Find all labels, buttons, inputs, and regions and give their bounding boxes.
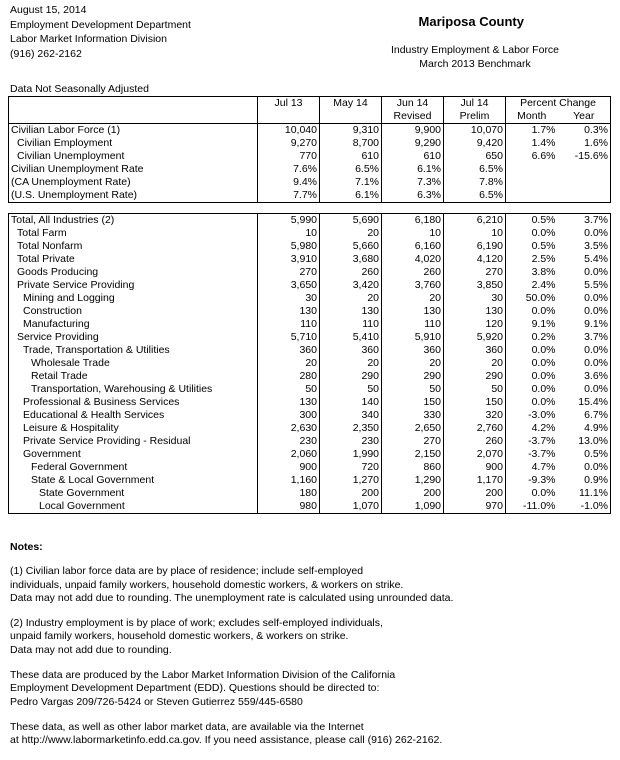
cell-jun14: 5,910	[382, 331, 444, 344]
cell-jun14: 6.1%	[382, 163, 444, 176]
section-gap	[9, 203, 611, 214]
industry-row	[9, 266, 611, 279]
cell-jul13: 9.4%	[258, 176, 320, 189]
col-month: Month	[517, 110, 547, 122]
cell-jun14: 1,090	[382, 500, 444, 514]
cell-jun14: 200	[382, 487, 444, 500]
cell-jul13: 300	[258, 409, 320, 422]
industry-row	[9, 474, 611, 487]
cell-month: -3.7%	[528, 448, 556, 460]
cell-month: 0.0%	[531, 344, 556, 356]
cell-year: 11.1%	[558, 487, 611, 500]
cell-jun14: 610	[382, 150, 444, 163]
row-label: (U.S. Unemployment Rate)	[9, 189, 258, 203]
cell-month: -11.0%	[506, 500, 558, 514]
cell-year	[558, 189, 611, 203]
row-label: Federal Government	[9, 461, 258, 474]
industry-row	[9, 227, 611, 240]
cell-jun14: 330	[382, 409, 444, 422]
col-jul13: Jul 13	[258, 97, 320, 111]
cell-month: -3.0%	[528, 409, 556, 421]
cell-jul13: 230	[258, 435, 320, 448]
col-percent-change: Percent Change	[506, 97, 611, 111]
cell-year: 15.4%	[558, 396, 611, 409]
industry-row	[9, 292, 611, 305]
cell-may14: 1,990	[320, 448, 382, 461]
cell-jul14: 5,920	[444, 331, 506, 344]
cell-jul13: 5,710	[258, 331, 320, 344]
labor-force-row	[9, 150, 611, 163]
industry-row	[9, 409, 611, 422]
cell-jun14: 860	[382, 461, 444, 474]
row-label: Private Service Providing - Residual	[9, 435, 258, 448]
cell-year: 5.4%	[558, 253, 611, 266]
cell-may14: 2,350	[320, 422, 382, 435]
cell-may14: 200	[320, 487, 382, 500]
cell-jul14: 900	[444, 461, 506, 474]
cell-may14: 5,690	[320, 214, 382, 228]
cell-jul13: 7.6%	[258, 163, 320, 176]
cell-month: 0.0%	[531, 396, 556, 408]
row-label: Total Private	[9, 253, 258, 266]
cell-may14: 110	[320, 318, 382, 331]
cell-jul14: 10	[444, 227, 506, 240]
labor-force-row	[9, 189, 611, 203]
cell-jun14: 9,900	[382, 124, 444, 138]
row-label: (CA Unemployment Rate)	[9, 176, 258, 189]
notes	[10, 541, 610, 760]
cell-jun14: 6,180	[382, 214, 444, 228]
cell-month: 4.2%	[531, 422, 556, 434]
cell-jul14: 7.8%	[444, 176, 506, 189]
cell-month: 0.5%	[506, 214, 558, 228]
cell-jul14: 6.5%	[444, 189, 506, 203]
cell-month: 0.0%	[531, 487, 556, 499]
cell-month	[506, 163, 558, 176]
cell-month: 0.0%	[531, 227, 556, 239]
cell-jul14: 270	[444, 266, 506, 279]
cell-year: 3.6%	[558, 370, 611, 383]
cell-year: 6.7%	[558, 409, 611, 422]
cell-jul14: 130	[444, 305, 506, 318]
cell-jun14: 50	[382, 383, 444, 396]
cell-year: 1.6%	[558, 137, 611, 150]
industry-row	[9, 240, 611, 253]
cell-jul13: 7.7%	[258, 189, 320, 203]
row-label: Total Farm	[9, 227, 258, 240]
cell-may14: 1,070	[320, 500, 382, 514]
cell-month: 2.5%	[531, 253, 556, 265]
cell-jul14: 3,850	[444, 279, 506, 292]
industry-row	[9, 214, 611, 228]
cell-jul13: 3,910	[258, 253, 320, 266]
cell-may14: 610	[320, 150, 382, 163]
cell-jul14: 10,070	[444, 124, 506, 138]
cell-jul14: 120	[444, 318, 506, 331]
cell-month: 0.0%	[531, 305, 556, 317]
cell-jul14: 20	[444, 357, 506, 370]
cell-month: 0.0%	[531, 357, 556, 369]
cell-year: 0.9%	[558, 474, 611, 487]
col-jun14: Jun 14	[382, 97, 444, 111]
header-row-2	[9, 110, 611, 124]
note-3: These data are produced by the Labor Market Information Division of the California Employment Development Department (EDD). Questions should be directed to: Pedro Vargas 209/726-5424 or Steven Gutierrez 559/445-6580	[10, 669, 396, 708]
cell-may14: 360	[320, 344, 382, 357]
cell-jun14: 10	[382, 227, 444, 240]
cell-jul13: 9,270	[258, 137, 320, 150]
seasonal-note: Data Not Seasonally Adjusted	[10, 83, 149, 95]
cell-jul13: 180	[258, 487, 320, 500]
cell-may14: 720	[320, 461, 382, 474]
cell-jul14: 360	[444, 344, 506, 357]
row-label: Construction	[9, 305, 258, 318]
industry-row	[9, 318, 611, 331]
cell-year: -1.0%	[558, 500, 611, 514]
col-jul14-sub: Prelim	[444, 110, 506, 124]
row-label: Manufacturing	[9, 318, 258, 331]
cell-month: 2.4%	[531, 279, 556, 291]
county-title: Mariposa County	[418, 14, 524, 29]
row-label: State & Local Government	[9, 474, 258, 487]
cell-jul13: 1,160	[258, 474, 320, 487]
cell-jun14: 20	[382, 292, 444, 305]
cell-jun14: 1,290	[382, 474, 444, 487]
labor-force-row	[9, 137, 611, 150]
industry-row	[9, 487, 611, 500]
cell-year: 0.3%	[558, 124, 611, 138]
cell-jul13: 980	[258, 500, 320, 514]
cell-jun14: 6.3%	[382, 189, 444, 203]
cell-month: 0.0%	[531, 383, 556, 395]
cell-jun14: 150	[382, 396, 444, 409]
cell-jul14: 970	[444, 500, 506, 514]
cell-jun14: 270	[382, 435, 444, 448]
cell-may14: 5,660	[320, 240, 382, 253]
row-label: Wholesale Trade	[9, 357, 258, 370]
cell-jun14: 130	[382, 305, 444, 318]
phone: (916) 262-2162	[10, 47, 82, 60]
cell-jul14: 150	[444, 396, 506, 409]
labor-force-row	[9, 124, 611, 138]
cell-year: 0.0%	[558, 357, 611, 370]
cell-jun14: 7.3%	[382, 176, 444, 189]
cell-month: 6.6%	[531, 150, 556, 162]
industry-row	[9, 279, 611, 292]
row-label: Total Nonfarm	[9, 240, 258, 253]
cell-month: 0.5%	[531, 240, 556, 252]
cell-month	[506, 189, 558, 203]
row-label: Civilian Labor Force (1)	[9, 124, 258, 138]
cell-month: 50.0%	[525, 292, 556, 304]
cell-year: 3.5%	[558, 240, 611, 253]
cell-jul13: 10	[258, 227, 320, 240]
labor-force-row	[9, 163, 611, 176]
cell-month: 0.0%	[531, 370, 556, 382]
cell-jul13: 20	[258, 357, 320, 370]
industry-row	[9, 370, 611, 383]
cell-jul14: 650	[444, 150, 506, 163]
cell-month: 0.2%	[531, 331, 556, 343]
cell-may14: 3,420	[320, 279, 382, 292]
cell-jul13: 270	[258, 266, 320, 279]
cell-month: -9.3%	[528, 474, 556, 486]
row-label: Professional & Business Services	[9, 396, 258, 409]
cell-may14: 340	[320, 409, 382, 422]
cell-year: 0.0%	[558, 383, 611, 396]
cell-jul13: 2,060	[258, 448, 320, 461]
row-label: Government	[9, 448, 258, 461]
row-label: Civilian Unemployment	[9, 150, 258, 163]
cell-jun14: 290	[382, 370, 444, 383]
cell-jul14: 6,190	[444, 240, 506, 253]
cell-jul14: 260	[444, 435, 506, 448]
cell-jun14: 360	[382, 344, 444, 357]
row-label: Mining and Logging	[9, 292, 258, 305]
row-label: Civilian Unemployment Rate	[9, 163, 258, 176]
industry-row	[9, 500, 611, 514]
note-4: These data, as well as other labor market data, are available via the Internet at http://www.labormarketinfo.edd.ca.gov. If you need assistance, please call (916) 262-2162.	[10, 720, 443, 747]
industry-row	[9, 383, 611, 396]
cell-jul13: 2,630	[258, 422, 320, 435]
labor-force-row	[9, 176, 611, 189]
industry-row	[9, 305, 611, 318]
cell-jul13: 360	[258, 344, 320, 357]
cell-may14: 20	[320, 227, 382, 240]
cell-may14: 7.1%	[320, 176, 382, 189]
industry-row	[9, 344, 611, 357]
row-label: State Government	[9, 487, 258, 500]
row-label: Private Service Providing	[9, 279, 258, 292]
cell-year: 4.9%	[558, 422, 611, 435]
industry-row	[9, 357, 611, 370]
division: Labor Market Information Division	[10, 33, 167, 45]
cell-may14: 20	[320, 357, 382, 370]
cell-jun14: 4,020	[382, 253, 444, 266]
cell-jul13: 5,980	[258, 240, 320, 253]
row-label: Civilian Employment	[9, 137, 258, 150]
notes-title: Notes:	[10, 541, 43, 553]
cell-jul14: 1,170	[444, 474, 506, 487]
industry-row	[9, 253, 611, 266]
cell-year	[558, 163, 611, 176]
cell-jul13: 30	[258, 292, 320, 305]
cell-may14: 140	[320, 396, 382, 409]
subtitle-benchmark: March 2013 Benchmark	[419, 58, 531, 70]
cell-jul13: 10,040	[258, 124, 320, 138]
col-year: Year	[558, 110, 611, 124]
row-label: Trade, Transportation & Utilities	[9, 344, 258, 357]
cell-year: 3.7%	[558, 214, 611, 228]
cell-year: 0.0%	[558, 292, 611, 305]
cell-jul14: 2,760	[444, 422, 506, 435]
department: Employment Development Department	[10, 18, 191, 31]
cell-jul14: 2,070	[444, 448, 506, 461]
row-label: Leisure & Hospitality	[9, 422, 258, 435]
col-jun14-sub: Revised	[382, 110, 444, 124]
col-jul14: Jul 14	[444, 97, 506, 111]
cell-may14: 9,310	[320, 124, 382, 138]
cell-year: 0.0%	[558, 305, 611, 318]
cell-jul14: 320	[444, 409, 506, 422]
cell-jul13: 770	[258, 150, 320, 163]
row-label: Goods Producing	[9, 266, 258, 279]
cell-year: 5.5%	[558, 279, 611, 292]
header-left	[10, 3, 191, 61]
industry-row	[9, 422, 611, 435]
cell-year: 3.7%	[558, 331, 611, 344]
row-label: Local Government	[9, 500, 258, 514]
cell-month	[506, 176, 558, 189]
row-label: Total, All Industries (2)	[9, 214, 258, 228]
cell-may14: 6.1%	[320, 189, 382, 203]
cell-may14: 260	[320, 266, 382, 279]
subtitle-industry: Industry Employment & Labor Force	[390, 44, 560, 56]
cell-year: 0.0%	[558, 344, 611, 357]
cell-may14: 5,410	[320, 331, 382, 344]
cell-year: 0.0%	[558, 461, 611, 474]
cell-jul14: 50	[444, 383, 506, 396]
cell-jun14: 3,760	[382, 279, 444, 292]
industry-row	[9, 448, 611, 461]
header-row-1	[9, 97, 611, 111]
cell-may14: 230	[320, 435, 382, 448]
cell-jun14: 2,150	[382, 448, 444, 461]
cell-jul14: 30	[444, 292, 506, 305]
row-label: Educational & Health Services	[9, 409, 258, 422]
cell-jun14: 110	[382, 318, 444, 331]
cell-jul14: 9,420	[444, 137, 506, 150]
industry-row	[9, 331, 611, 344]
report-date: August 15, 2014	[10, 4, 87, 16]
row-label: Retail Trade	[9, 370, 258, 383]
cell-jul13: 50	[258, 383, 320, 396]
cell-jul14: 6.5%	[444, 163, 506, 176]
cell-jul13: 130	[258, 305, 320, 318]
note-2: (2) Industry employment is by place of work; excludes self-employed individuals, unpaid family workers, household domestic workers, & workers on strike. Data may not add due to rounding.	[10, 617, 383, 656]
cell-month: 1.7%	[506, 124, 558, 138]
cell-jul14: 200	[444, 487, 506, 500]
cell-may14: 6.5%	[320, 163, 382, 176]
cell-year: 0.5%	[558, 448, 611, 461]
cell-may14: 20	[320, 292, 382, 305]
cell-month: 9.1%	[531, 318, 556, 330]
cell-year	[558, 176, 611, 189]
cell-jul13: 900	[258, 461, 320, 474]
industry-row	[9, 435, 611, 448]
cell-may14: 8,700	[320, 137, 382, 150]
cell-year: 9.1%	[558, 318, 611, 331]
cell-jul13: 280	[258, 370, 320, 383]
cell-may14: 290	[320, 370, 382, 383]
cell-jul13: 5,990	[258, 214, 320, 228]
cell-jul13: 3,650	[258, 279, 320, 292]
cell-month: -3.7%	[528, 435, 556, 447]
cell-month: 1.4%	[531, 137, 556, 149]
cell-jun14: 260	[382, 266, 444, 279]
cell-may14: 3,680	[320, 253, 382, 266]
cell-jul13: 130	[258, 396, 320, 409]
cell-jul14: 4,120	[444, 253, 506, 266]
industry-row	[9, 461, 611, 474]
cell-year: 0.0%	[558, 227, 611, 240]
cell-month: 4.7%	[531, 461, 556, 473]
cell-may14: 1,270	[320, 474, 382, 487]
header-right	[390, 43, 560, 71]
cell-jun14: 2,650	[382, 422, 444, 435]
employment-table	[8, 96, 611, 514]
cell-year: -15.6%	[558, 150, 611, 163]
cell-year: 13.0%	[558, 435, 611, 448]
cell-year: 0.0%	[558, 266, 611, 279]
cell-jul14: 6,210	[444, 214, 506, 228]
row-label: Transportation, Warehousing & Utilities	[9, 383, 258, 396]
cell-jun14: 9,290	[382, 137, 444, 150]
cell-month: 3.8%	[531, 266, 556, 278]
cell-jun14: 20	[382, 357, 444, 370]
row-label: Service Providing	[9, 331, 258, 344]
cell-jul14: 290	[444, 370, 506, 383]
note-1: (1) Civilian labor force data are by place of residence; include self-employed individuals, unpaid family workers, household domestic workers, & workers on strike. Data may not add due to rounding. The unemployment rate is calculated using unrounded data.	[10, 565, 454, 604]
cell-may14: 130	[320, 305, 382, 318]
col-may14: May 14	[320, 97, 382, 111]
industry-row	[9, 396, 611, 409]
cell-jul13: 110	[258, 318, 320, 331]
cell-may14: 50	[320, 383, 382, 396]
cell-jun14: 6,160	[382, 240, 444, 253]
